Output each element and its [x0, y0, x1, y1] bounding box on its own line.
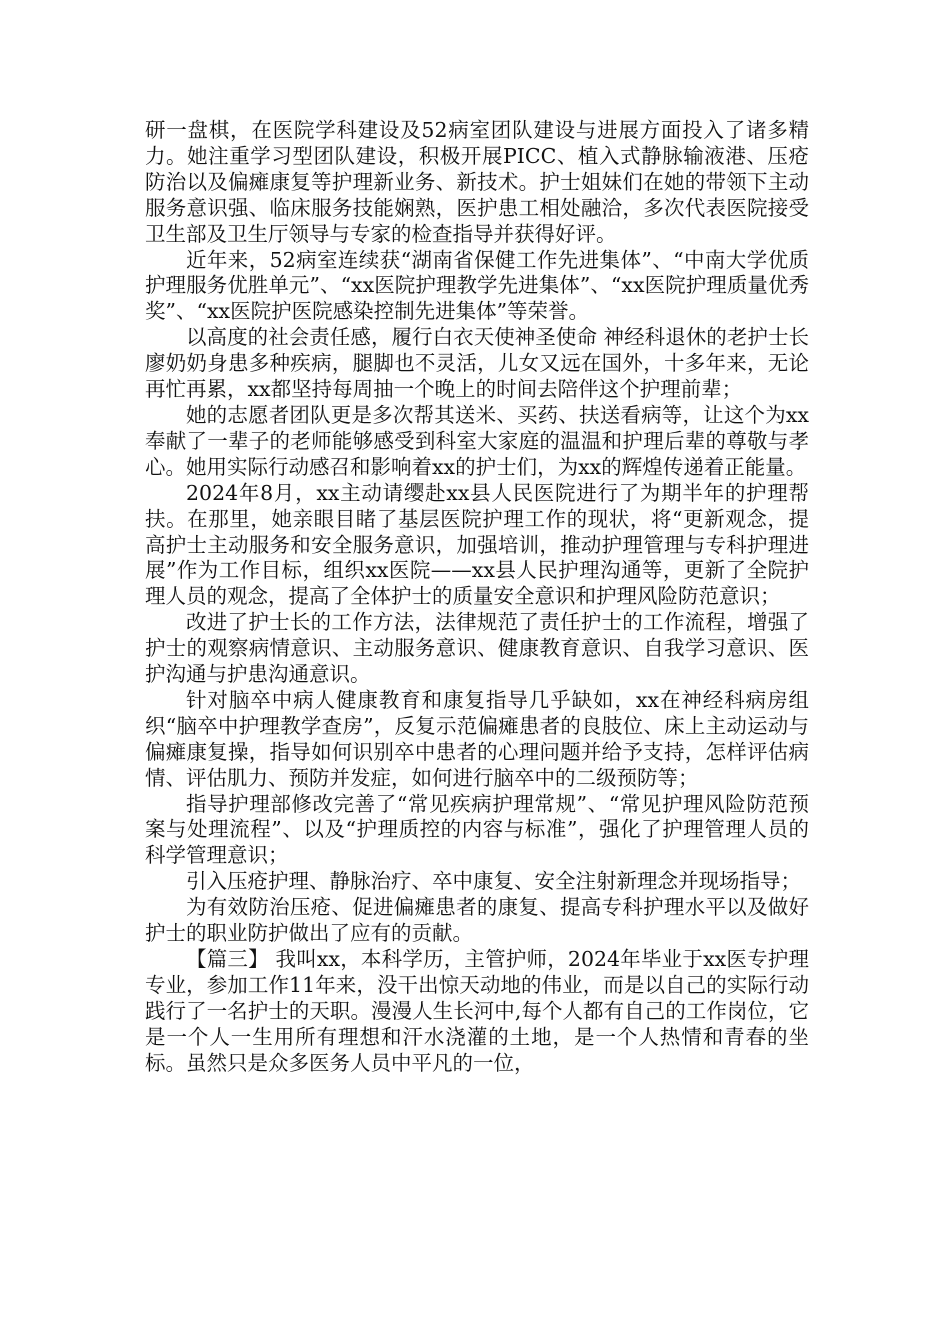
- paragraph-5: 2024年8月，xx主动请缨赴xx县人民医院进行了为期半年的护理帮扶。在那里，她亲眼目睹了基层医院护理工作的现状，将“更新观念，提高护士主动服务和安全服务意识，加强培训，推动护理管理与专科护理进展”作为工作目标，组织xx医院——xx县人民护理沟通等，更新了全院护理人员的观念，提高了全体护士的质量安全意识和护理风险防范意识；: [145, 480, 809, 609]
- paragraph-2: 近年来，52病室连续获“湖南省保健工作先进集体”、“中南大学优质护理服务优胜单元”、“xx医院护理教学先进集体”、“xx医院护理质量优秀奖”、“xx医院护医院感染控制先进集体”等荣誉。: [145, 247, 809, 324]
- document-body: [145, 118, 809, 1077]
- paragraph-6: 改进了护士长的工作方法，法律规范了责任护士的工作流程，增强了护士的观察病情意识、主动服务意识、健康教育意识、自我学习意识、医护沟通与护患沟通意识。: [145, 610, 809, 687]
- paragraph-7: 针对脑卒中病人健康教育和康复指导几乎缺如，xx在神经科病房组织“脑卒中护理教学查房”，反复示范偏瘫患者的良肢位、床上主动运动与偏瘫康复操，指导如何识别卒中患者的心理问题并给予支持，怎样评估病情、评估肌力、预防并发症，如何进行脑卒中的二级预防等；: [145, 687, 809, 790]
- paragraph-11: 【篇三】 我叫xx，本科学历，主管护师，2024年毕业于xx医专护理专业，参加工作11年来，没干出惊天动地的伟业，而是以自己的实际行动践行了一名护士的天职。漫漫人生长河中,每个人都有自己的工作岗位，它是一个人一生用所有理想和汗水浇灌的土地，是一个人热情和青春的坐标。虽然只是众多医务人员中平凡的一位，: [145, 947, 809, 1075]
- paragraph-4: 她的志愿者团队更是多次帮其送米、买药、扶送看病等，让这个为xx奉献了一辈子的老师能够感受到科室大家庭的温温和护理后辈的尊敬与孝心。她用实际行动感召和影响着xx的护士们，为xx的辉煌传递着正能量。: [145, 402, 809, 479]
- paragraph-3: 以高度的社会责任感，履行白衣天使神圣使命 神经科退休的老护士长廖奶奶身患多种疾病，腿脚也不灵活，儿女又远在国外，十多年来，无论再忙再累，xx都坚持每周抽一个晚上的时间去陪伴这个护理前辈；: [145, 325, 809, 402]
- paragraph-1: 研一盘棋，在医院学科建设及52病室团队建设与进展方面投入了诸多精力。她注重学习型团队建设，积极开展PICC、植入式静脉输液港、压疮防治以及偏瘫康复等护理新业务、新技术。护士姐妹们在她的带领下主动服务意识强、临床服务技能娴熟，医护患工相处融洽，多次代表医院接受卫生部及卫生厅领导与专家的检查指导并获得好评。: [145, 118, 809, 246]
- paragraph-8: 指导护理部修改完善了“常见疾病护理常规”、“常见护理风险防范预案与处理流程”、以及“护理质控的内容与标准”，强化了护理管理人员的科学管理意识；: [145, 791, 809, 868]
- paragraph-10: 为有效防治压疮、促进偏瘫患者的康复、提高专科护理水平以及做好护士的职业防护做出了应有的贡献。: [145, 895, 809, 946]
- paragraph-9: 引入压疮护理、静脉治疗、卒中康复、安全注射新理念并现场指导；: [186, 869, 801, 894]
